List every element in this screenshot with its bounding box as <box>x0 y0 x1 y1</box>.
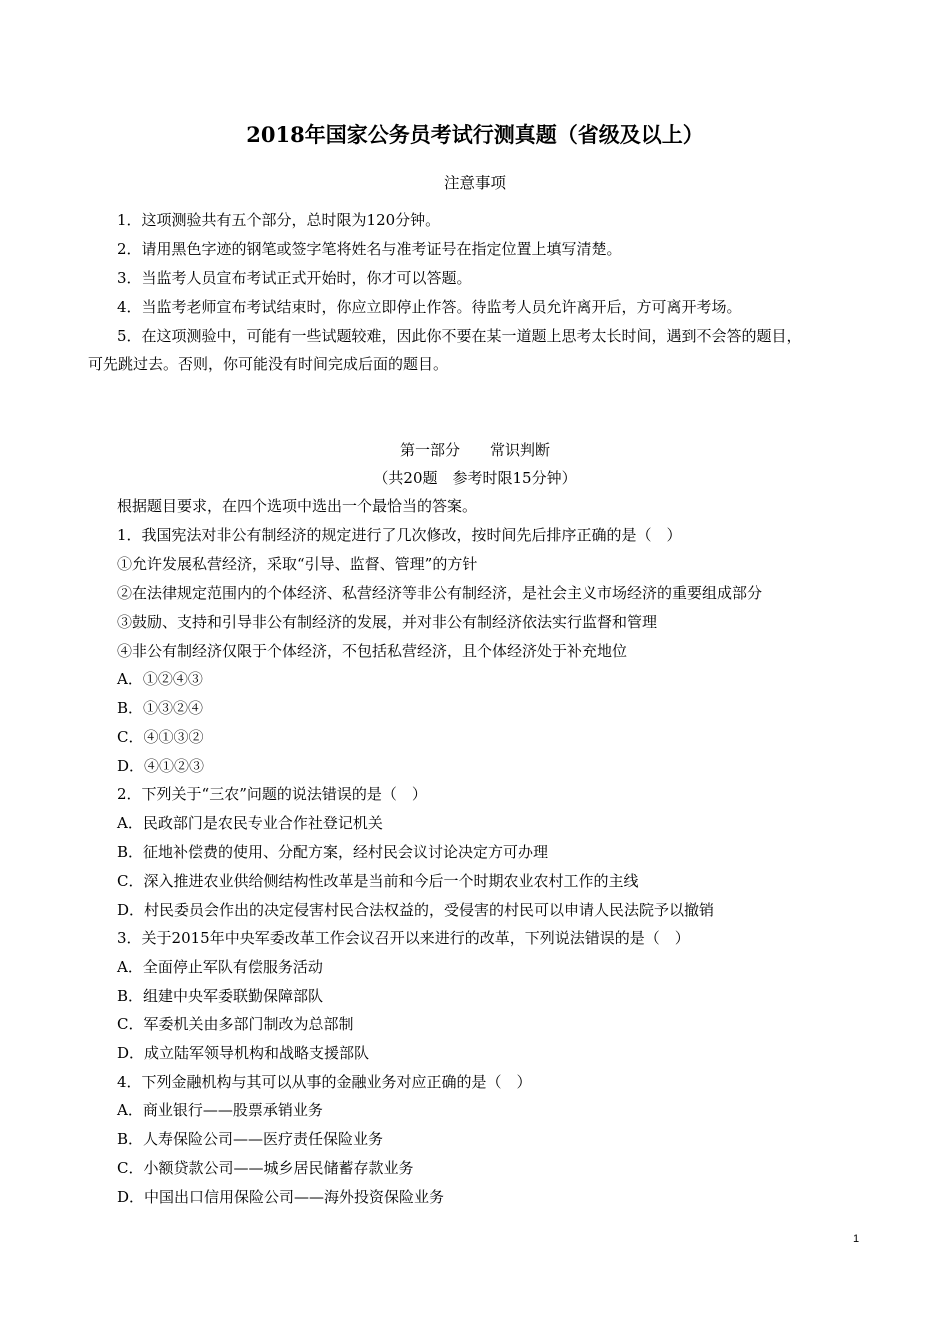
question-statement: ③鼓励、支持和引导非公有制经济的发展，并对非公有制经济依法实行监督和管理 <box>117 613 658 631</box>
part-instruction: 根据题目要求，在四个选项中选出一个最恰当的答案。 <box>117 497 478 515</box>
answer-option: B．人寿保险公司——医疗责任保险业务 <box>117 1130 384 1148</box>
answer-option: D．中国出口信用保险公司——海外投资保险业务 <box>117 1188 445 1206</box>
question-stem: 4．下列金融机构与其可以从事的金融业务对应正确的是（ ） <box>117 1073 532 1091</box>
note-item: 4．当监考老师宣布考试结束时，你应立即停止作答。待监考人员允许离开后，方可离开考场。 <box>117 298 742 316</box>
answer-option: B．征地补偿费的使用、分配方案，经村民会议讨论决定方可办理 <box>117 843 549 861</box>
answer-option: D．村民委员会作出的决定侵害村民合法权益的，受侵害的村民可以申请人民法院予以撤销 <box>117 901 715 919</box>
note-item: 2．请用黑色字迹的钢笔或签字笔将姓名与准考证号在指定位置上填写清楚。 <box>117 240 622 258</box>
document-title: 2018年国家公务员考试行测真题（省级及以上） <box>246 122 704 147</box>
answer-option: C．④①③② <box>117 728 204 746</box>
note-item: 3．当监考人员宣布考试正式开始时，你才可以答题。 <box>117 269 472 287</box>
answer-option: C．深入推进农业供给侧结构性改革是当前和今后一个时期农业农村工作的主线 <box>117 872 639 890</box>
page-number: 1 <box>853 1233 860 1245</box>
question-statement: ②在法律规定范围内的个体经济、私营经济等非公有制经济，是社会主义市场经济的重要组成部分 <box>117 584 763 602</box>
answer-option: C．军委机关由多部门制改为总部制 <box>117 1015 354 1033</box>
note-item: 5．在这项测验中，可能有一些试题较难，因此你不要在某一道题上思考太长时间，遇到不会答的题目， <box>117 327 802 345</box>
answer-option: D．成立陆军领导机构和战略支援部队 <box>117 1044 370 1062</box>
question-stem: 3．关于2015年中央军委改革工作会议召开以来进行的改革，下列说法错误的是（ ） <box>117 929 690 947</box>
notes-heading: 注意事项 <box>443 174 506 192</box>
part-subheading: （共20题 参考时限15分钟） <box>373 469 577 487</box>
question-stem: 2．下列关于“三农”问题的说法错误的是（ ） <box>117 785 427 803</box>
question-statement: ①允许发展私营经济，采取“引导、监督、管理”的方针 <box>117 555 478 573</box>
answer-option: A．①②④③ <box>117 670 203 688</box>
answer-option: D．④①②③ <box>117 757 205 775</box>
answer-option: A．民政部门是农民专业合作社登记机关 <box>117 814 383 832</box>
part-heading: 第一部分 常识判断 <box>399 441 550 459</box>
question-statement: ④非公有制经济仅限于个体经济，不包括私营经济，且个体经济处于补充地位 <box>117 642 628 660</box>
answer-option: A．商业银行——股票承销业务 <box>117 1101 323 1119</box>
note-item: 1．这项测验共有五个部分，总时限为120分钟。 <box>117 211 441 229</box>
answer-option: A．全面停止军队有偿服务活动 <box>117 958 323 976</box>
answer-option: B．组建中央军委联勤保障部队 <box>117 987 324 1005</box>
question-stem: 1．我国宪法对非公有制经济的规定进行了几次修改，按时间先后排序正确的是（ ） <box>117 526 682 544</box>
answer-option: B．①③②④ <box>117 699 204 717</box>
note-item-continuation: 可先跳过去。否则，你可能没有时间完成后面的题目。 <box>88 355 449 373</box>
answer-option: C．小额贷款公司——城乡居民储蓄存款业务 <box>117 1159 414 1177</box>
